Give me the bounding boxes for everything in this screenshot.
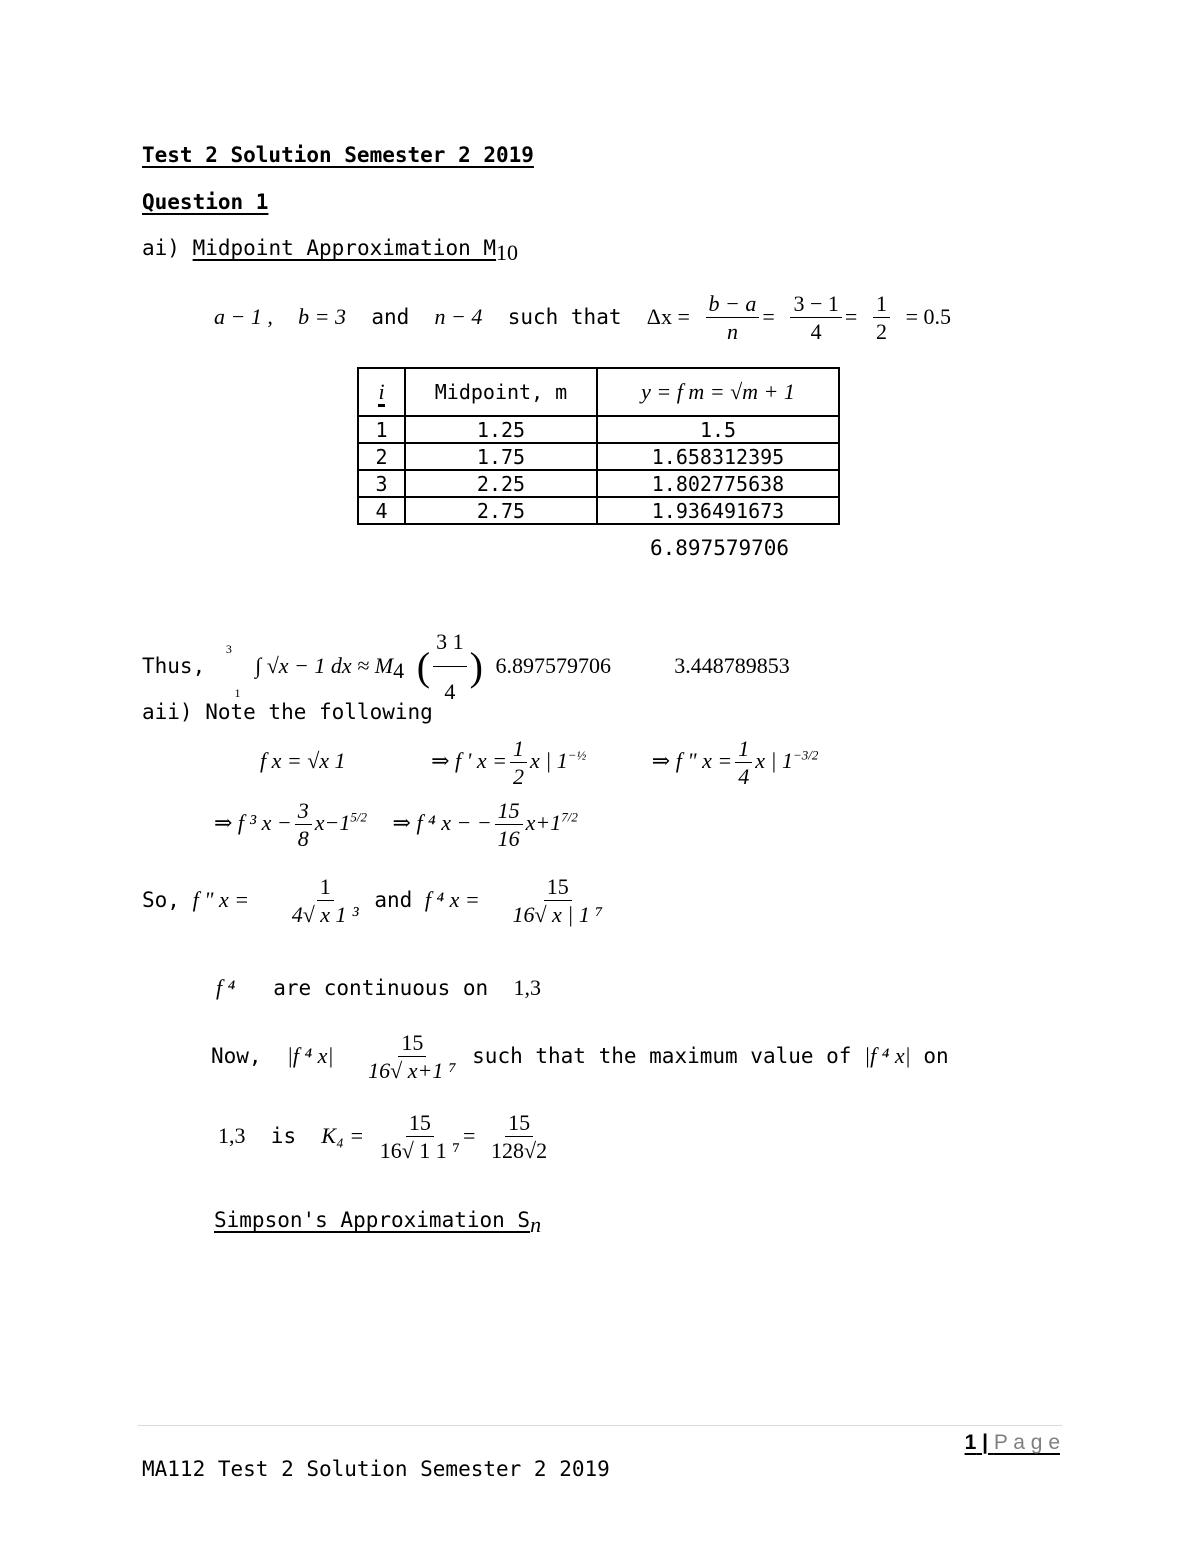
table-row: 1 1.25 1.5 [358,416,839,443]
derivative-line-2: ⇒ f ³ x − $\frac{3}{8}$ $x-1^{5/2}$ ⇒ f ⁴ x − − $\frac{15}{16}$ $x+1^{7/2}$ [214,798,578,851]
simpson-heading: Simpson's Approximation $S_n$ [214,1208,542,1238]
params-equation: a − 1 , b = 3 and n − 4 such that Δx = $\frac{b - a}{n}$ = $\frac{3 - 1}{4}$ = $\frac{1}{2}$ = 0.5 [214,291,952,344]
continuity-statement: f ⁴ are continuous on 1,3 [216,975,541,1000]
question-heading: Question 1 [142,190,269,214]
table-sum: 6.897579706 [650,536,790,560]
now-statement: Now, |f ⁴ x| $\frac{15}{\text{16√ x+1 ⁷}}$ such that the maximum value of |f ⁴ x| on [211,1030,949,1083]
midpoint-table [357,367,840,525]
table-header: i Midpoint, m y = f m = √m + 1 [358,368,839,416]
midpoint-heading: Midpoint Approximation $M_{10}$ [192,236,519,266]
thus-equation: Thus, $^3$ $_1$ ∫ √x − 1 dx ≈ $M_4$ ( $\frac{3 1}{4}$ ) 6.897579706 3.448789853 [142,620,790,714]
so-equation: So, f " x = $\frac{1}{\text{4√ x 1 ³}}$ and f ⁴ x = $\frac{15}{\text{16√ x | 1 ⁷}}$ [142,874,603,927]
k4-statement: 1,3 is K₄ = $\frac{15}{\text{16√ 1 1 ⁷}}$ = $\frac{15}{128√2}$ [218,1110,548,1163]
table-row: 4 2.75 1.936491673 [358,497,839,524]
footer-text: MA112 Test 2 Solution Semester 2 2019 [142,1457,610,1481]
derivative-line-1: f x = √x 1 ⇒ f ' x = $\frac{1}{2}$ x | $1^{-\frac{1}{2}}$ ⇒ f " x = $\frac{1}{4}$ x | $1^{-3/2}$ [260,736,819,789]
page-number: 1 | P a g e [964,1431,1060,1454]
table-row: 2 1.75 1.658312395 [358,443,839,470]
footer-divider [138,1425,1062,1426]
aii-heading: aii) Note the following [142,700,433,724]
document-title: Test 2 Solution Semester 2 2019 [142,143,534,167]
table-row: 3 2.25 1.802775638 [358,470,839,497]
section-ai: ai) Midpoint Approximation $M_{10}$ [142,236,519,266]
